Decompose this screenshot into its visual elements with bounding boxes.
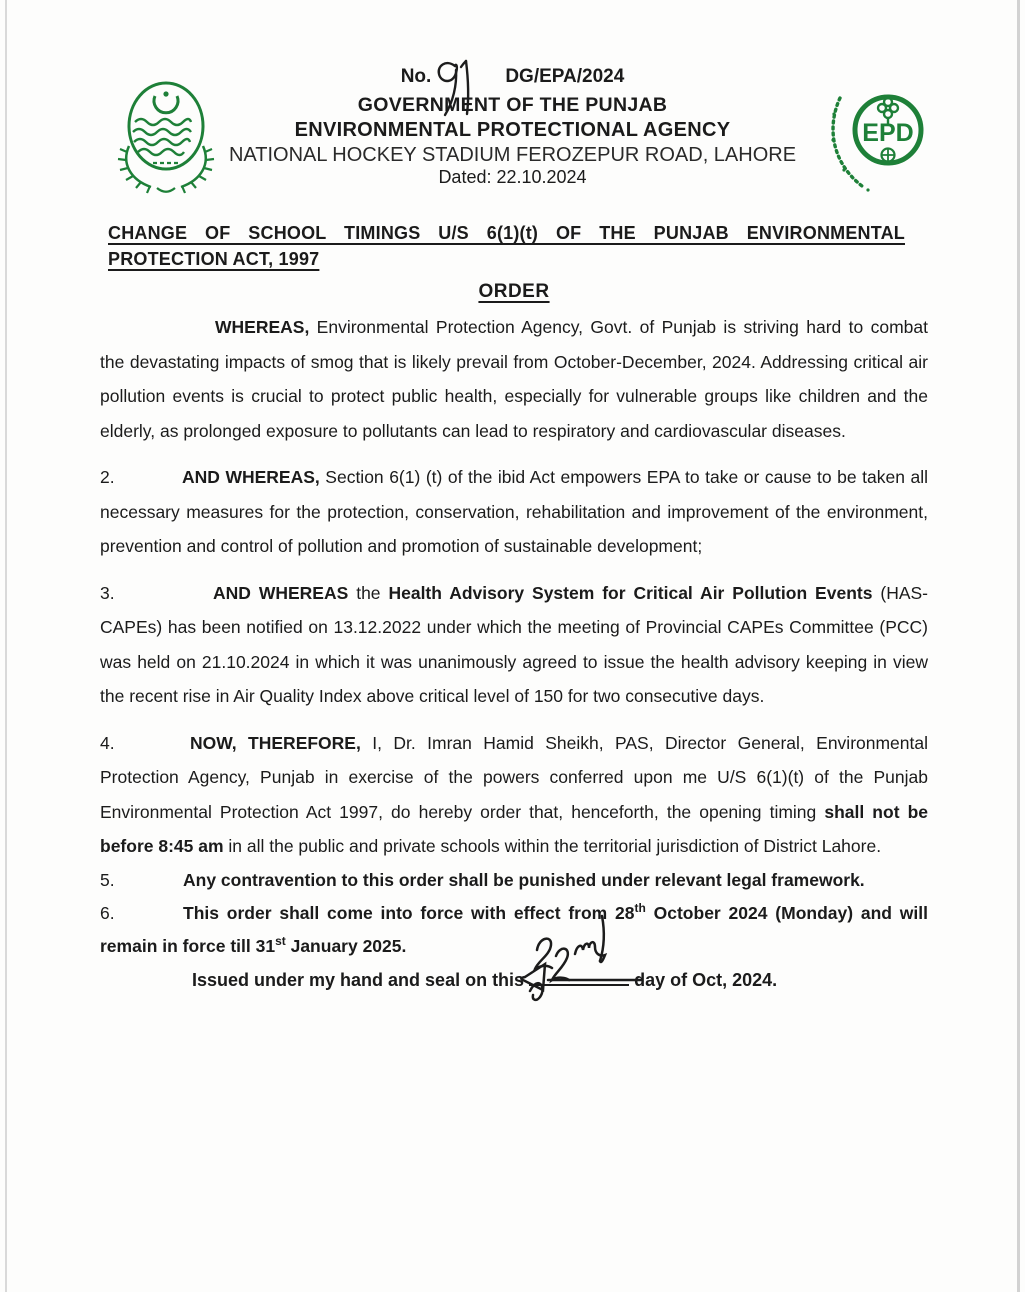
address-line: NATIONAL HOCKEY STADIUM FEROZEPUR ROAD, LAHORE xyxy=(228,144,797,166)
paragraph-text: WHEREAS, xyxy=(215,317,310,337)
order-paragraphs xyxy=(100,310,928,963)
paragraph-text: Section 6(1) (t) of the ibid Act empowers EPA to take or cause to be taken all necessary measures for the protection, conservation, rehabilitation and improvement of the environment, prevention and control of pollution and promotion of sustainable development; xyxy=(100,467,929,556)
ref-no-suffix: DG/EPA/2024 xyxy=(505,66,625,87)
paragraph-text: NOW, THEREFORE, xyxy=(190,732,361,753)
paragraph-number: 5. xyxy=(100,869,115,890)
paragraph-text: I, Dr. Imran Hamid Sheikh, PAS, Director General, Environmental Protection Agency, Punjab in exercise of the powers conferred upon me U/S 6(1)(t) of the Punjab Environmental Protection Act 1997, do hereby order that, henceforth, the opening timing xyxy=(100,732,929,822)
order-paragraph-6 xyxy=(100,897,928,963)
subject-line-2: PROTECTION ACT, 1997 xyxy=(108,249,320,269)
ref-no-prefix: No. xyxy=(400,66,432,87)
paragraph-text: shall not be before 8:45 am xyxy=(100,801,929,856)
order-heading xyxy=(100,281,928,303)
paragraph-text: January 2025. xyxy=(285,935,407,956)
paragraph-text: (HAS-CAPEs) has been notified on 13.12.2022 under which the meeting of Provincial CAPEs Committee (PCC) was held on 21.10.2024 in which it was unanimously agreed to issue the health advisory keeping in view the recent rise in Air Quality Index above critical level of 150 for two consecutive days. xyxy=(100,582,929,706)
issued-text-before: Issued under my hand and seal on this xyxy=(192,969,525,990)
paragraph-text: AND WHEREAS, xyxy=(182,467,320,487)
handwritten-date-blank xyxy=(529,972,629,986)
order-heading-text: ORDER xyxy=(478,281,550,302)
paragraph-text: in all the public and private schools within the territorial jurisdiction of District Lahore. xyxy=(223,836,882,856)
government-line: GOVERNMENT OF THE PUNJAB xyxy=(357,94,668,116)
order-paragraph-4 xyxy=(100,726,928,864)
paragraph-text: Environmental Protection Agency, Govt. of Punjab is striving hard to combat the devastating impacts of smog that is likely prevail from October-December, 2024. Addressing critical air pollution events is crucial to protect public health, especially for vulnerable groups like children and the elderly, as prolonged exposure to pollutants can lead to respiratory and cardiovascular diseases. xyxy=(100,317,928,441)
paragraph-text: st xyxy=(275,933,286,948)
issued-text-after: day of Oct, 2024. xyxy=(634,969,778,990)
paragraph-text: AND WHEREAS xyxy=(213,582,349,603)
order-body xyxy=(100,220,928,997)
reference-number-line xyxy=(60,66,965,88)
paragraph-number: 3. xyxy=(100,582,115,603)
order-paragraph-2 xyxy=(100,460,928,564)
order-paragraph-3 xyxy=(100,576,928,714)
dated-line: Dated: 22.10.2024 xyxy=(438,167,587,187)
svg-text:EPD: EPD xyxy=(862,119,914,147)
issued-line xyxy=(192,964,928,997)
paragraph-text: Any contravention to this order shall be punished under relevant legal framework. xyxy=(183,869,865,890)
paragraph-text: Health Advisory System for Critical Air Pollution Events xyxy=(388,582,873,603)
paragraph-text: th xyxy=(634,900,646,915)
agency-line: ENVIRONMENTAL PROTECTIONAL AGENCY xyxy=(294,119,731,141)
order-paragraph-1 xyxy=(100,310,928,448)
paragraph-number: 2. xyxy=(100,467,115,487)
paragraph-number: 6. xyxy=(100,902,115,923)
paragraph-text: October 2024 (Monday) and will remain in force till 31 xyxy=(100,902,928,956)
handwritten-22nd-icon xyxy=(515,914,647,1006)
paragraph-number: 4. xyxy=(100,732,115,753)
handwritten-date xyxy=(515,914,647,1017)
scan-edge-right xyxy=(1017,0,1020,1292)
paragraph-text: This order shall come into force with effect from 28 xyxy=(183,902,635,923)
paragraph-text: the xyxy=(348,582,389,603)
scan-edge-left xyxy=(5,0,7,1292)
subject-line-1: CHANGE OF SCHOOL TIMINGS U/S 6(1)(t) OF THE PUNJAB ENVIRONMENTAL xyxy=(108,223,905,243)
subject-heading xyxy=(108,220,905,272)
order-paragraph-5 xyxy=(100,864,928,897)
